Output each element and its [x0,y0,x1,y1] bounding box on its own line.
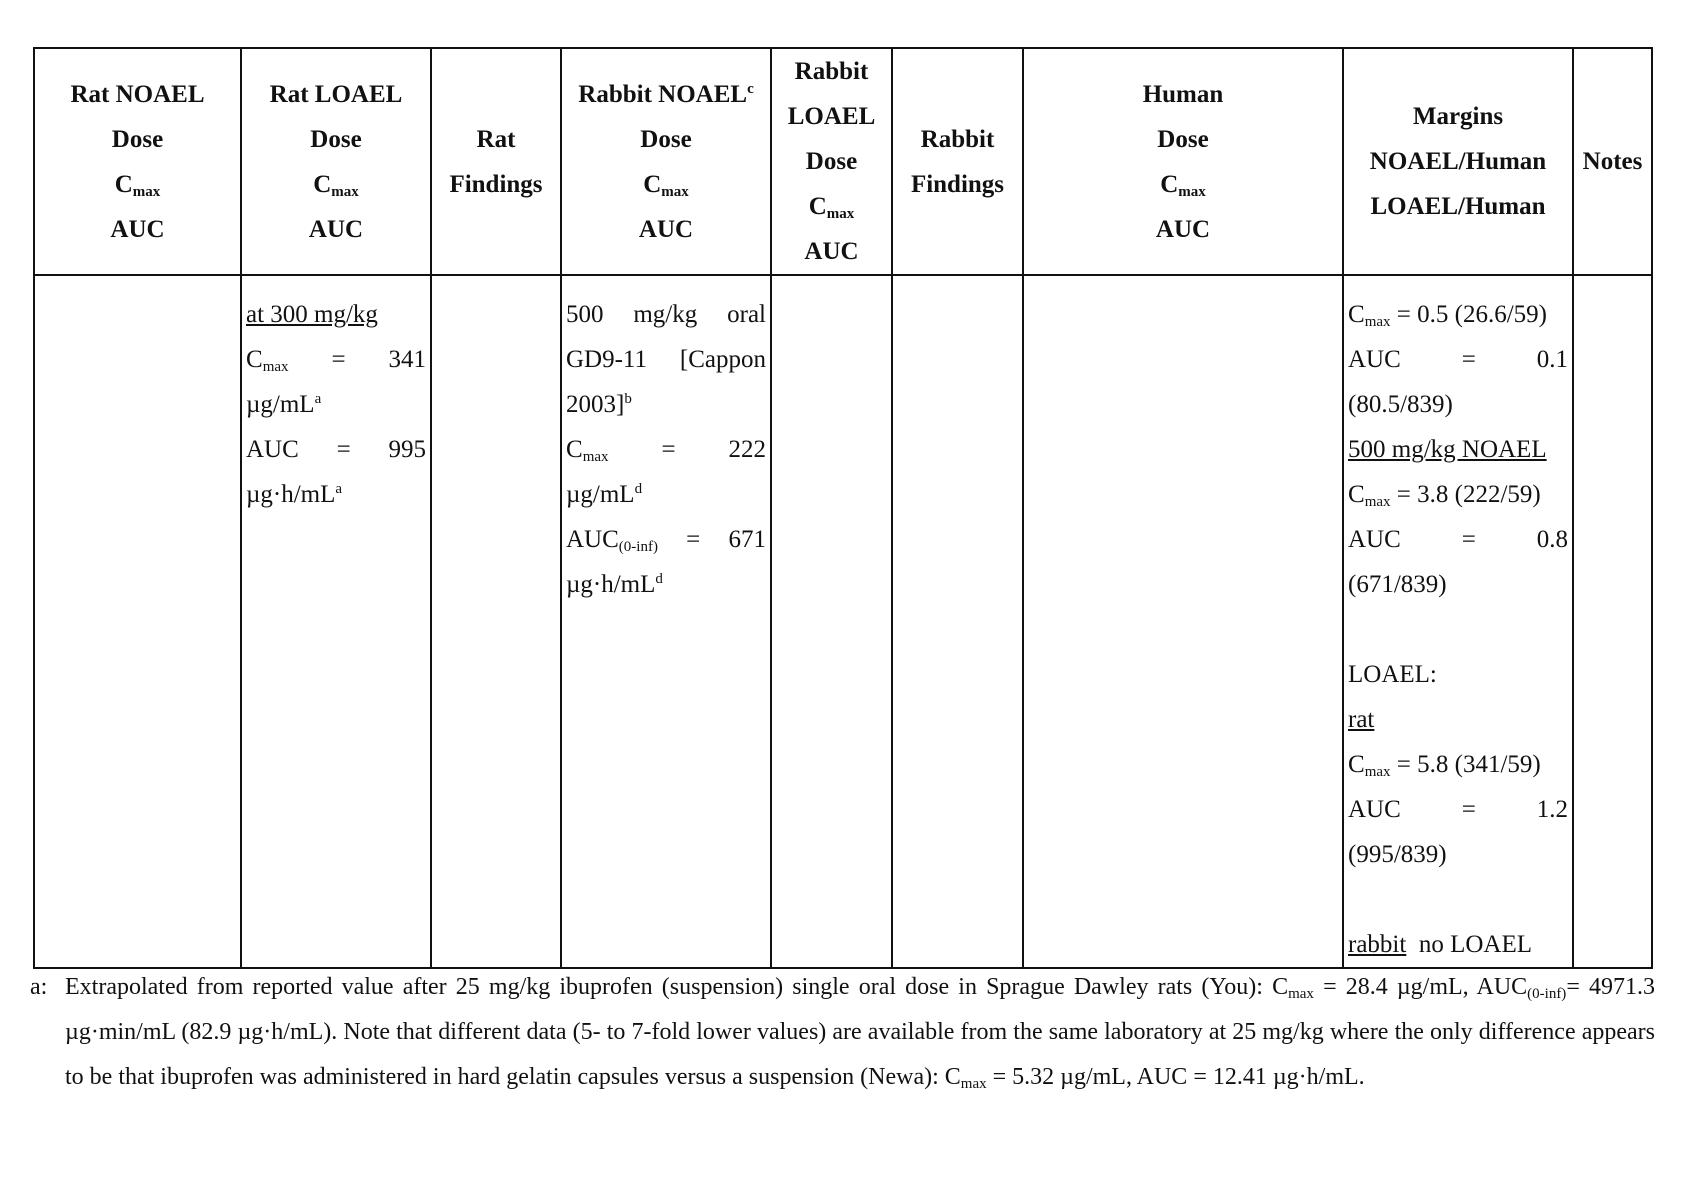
rat-loael-auc: AUC = 995 [246,436,426,463]
header-rat-loael: Rat LOAEL Dose $C_{max}$ AUC [241,48,431,275]
cell-margins: $C_{max} = 0.5$ (26.6/59) AUC = 0.1 (80.5/839) 500 mg/kg NOAEL $C_{max} = 3.8$ (222/59) AUC = 0.8 (671/839) LOAEL: rat $C_{max} = 5.8$ (341/59) AUC = 1.2 (995/839) rabbit no LOAEL [1343,275,1573,968]
footnote-text: Extrapolated from reported value after 25 mg/kg ibuprofen (suspension) single oral dose in Sprague Dawley rats (You): $C_{max} = 28.4$ µg/mL, $AUC_{(0-inf)}= 4971.3$ µg·min/mL (82.9 µg·h/mL). Note that different data (5- to 7-fold lower values) are available from the same laboratory at 25 mg/kg where the only difference appears to be that ibuprofen was administered in hard gelatin capsules versus a suspension (Newa): $C_{max} = 5.32$ µg/mL, AUC = 12.41 µg·h/mL. [65,974,1655,1092]
header-human: Human Dose $C_{max}$ AUC [1023,48,1343,275]
cell-rat-loael: at 300 mg/kg $C_{max}$ = 341 $\mu g/mL^a$ AUC = 995 $\mu g\cdot h/mL^a$ [241,275,431,968]
rat-loael-cmax: $C_{max}$ = 341 [246,346,426,375]
rabbit-noael-auc: $AUC_{(0-inf)}$ = 671 [566,526,766,555]
header-rat-noael: Rat NOAEL Dose $C_{max}$ AUC [34,48,241,275]
margins-loael-heading: LOAEL: [1348,661,1437,688]
cell-human [1023,275,1343,968]
cell-rabbit-findings [892,275,1023,968]
footnote-marker: a: [30,974,48,1000]
header-rat-findings: Rat Findings [431,48,561,275]
table-row [34,275,1652,968]
cell-rabbit-noael: 500 mg/kg oral GD9-11 [Cappon 2003]$^b$ $C_{max}$ = 222 $\mu g/mL^d$ $AUC_{(0-inf)}$ = 671 $\mu g\cdot h/mL^d$ [561,275,771,968]
toxicology-margins-table [33,47,1653,969]
header-notes: Notes [1573,48,1652,275]
rabbit-noael-dose: 500 mg/kg oral [566,301,766,328]
margins-noael-heading: 500 mg/kg NOAEL [1348,436,1547,463]
footnote-a [30,965,1655,1100]
header-rabbit-loael: Rabbit LOAEL Dose $C_{max}$ AUC [771,48,892,275]
header-row [34,48,1652,275]
rat-loael-dose: at 300 mg/kg [246,301,378,328]
rabbit-noael-study: GD9-11 [Cappon [566,346,766,373]
header-rabbit-findings: Rabbit Findings [892,48,1023,275]
cell-rabbit-loael [771,275,892,968]
header-margins: Margins NOAEL/Human LOAEL/Human [1343,48,1573,275]
cell-rat-noael [34,275,241,968]
cell-notes [1573,275,1652,968]
rabbit-noael-cmax: $C_{max}$ = 222 [566,436,766,465]
cell-rat-findings [431,275,561,968]
header-rabbit-noael: Rabbit NOAEL$^c$ Dose $C_{max}$ AUC [561,48,771,275]
